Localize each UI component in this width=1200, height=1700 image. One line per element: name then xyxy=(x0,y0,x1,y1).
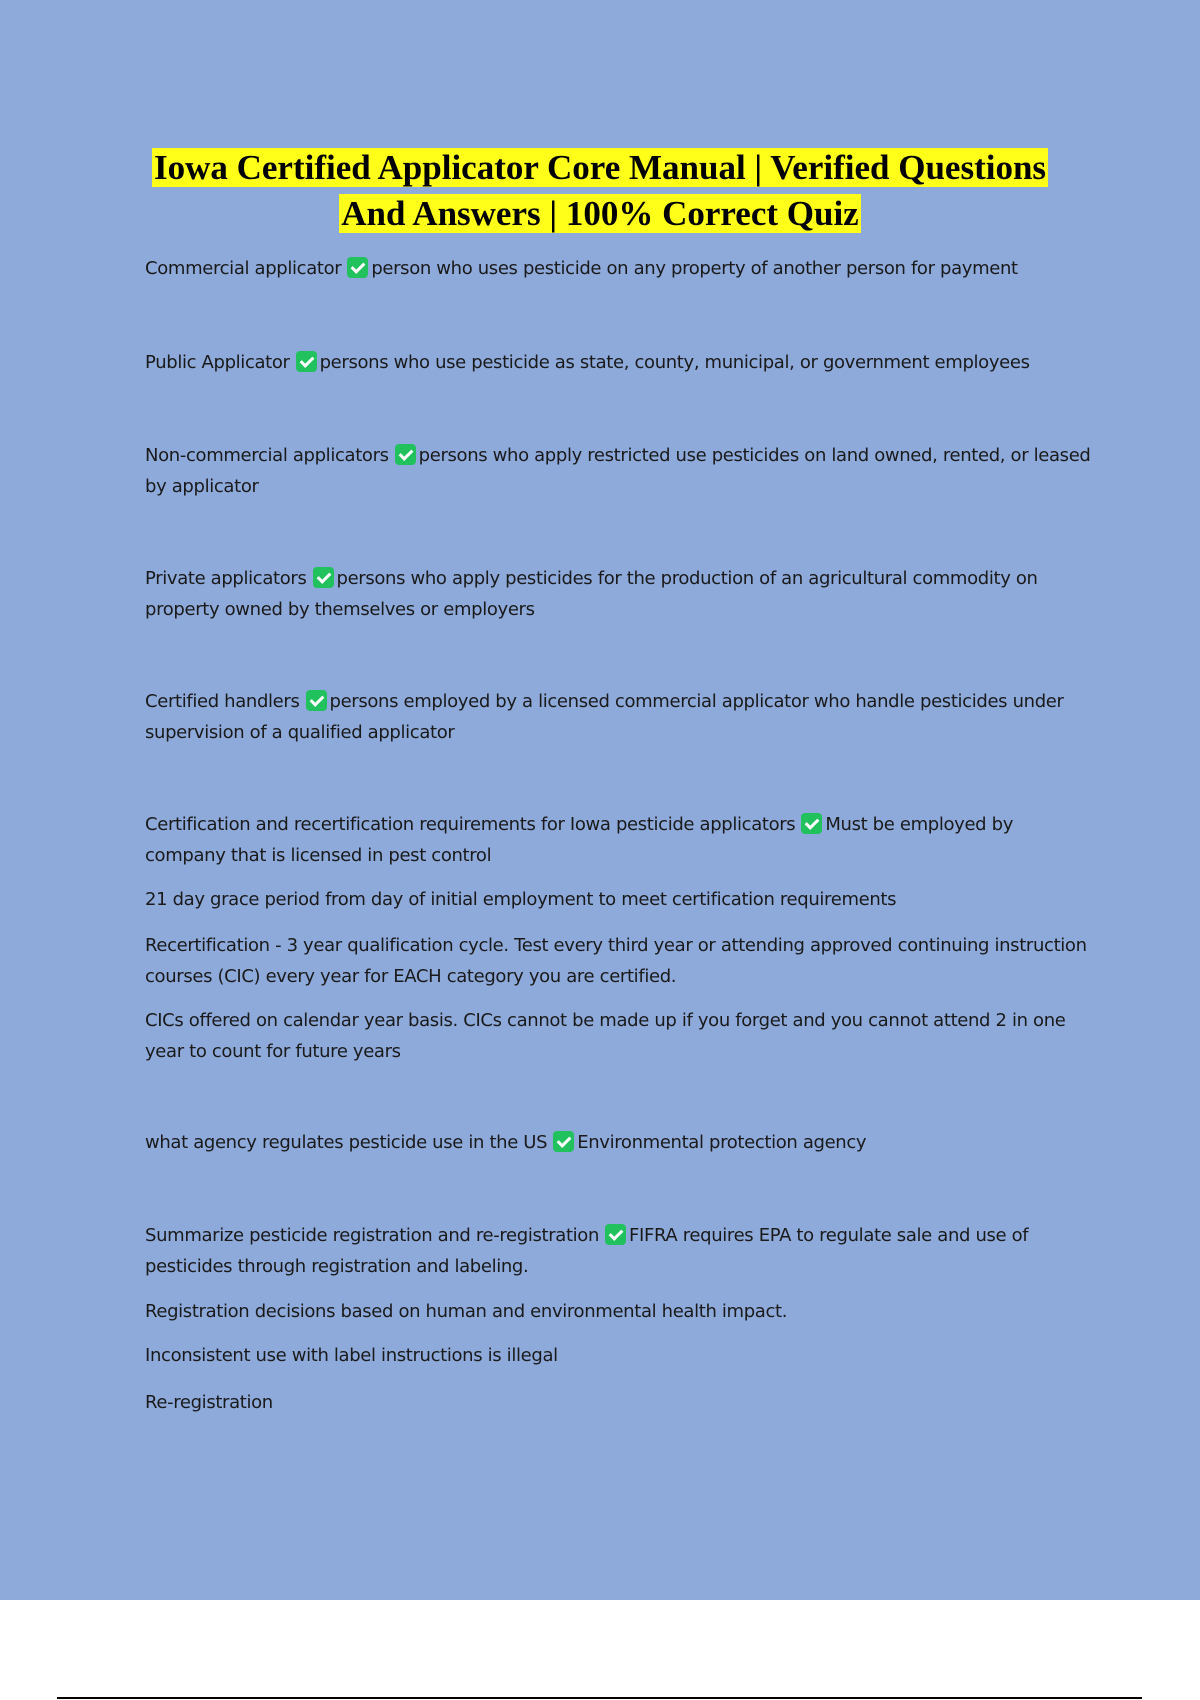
qa-answer: Environmental protection agency xyxy=(577,1132,867,1153)
qa-answer: FIFRA requires EPA to regulate sale and use of pesticides through registration and labeling. xyxy=(145,1225,1029,1277)
paragraph: Re-registration xyxy=(145,1392,273,1413)
paragraph: CICs offered on calendar year basis. CICs cannot be made up if you forget and you cannot attend 2 in one year to count for future years xyxy=(145,1010,1066,1062)
paragraph: 21 day grace period from day of initial employment to meet certification requirements xyxy=(145,889,897,910)
qa-answer: persons who apply pesticides for the production of an agricultural commodity on property owned by themselves or employers xyxy=(145,568,1038,620)
qa-term: Public Applicator xyxy=(145,352,290,373)
qa-answer: persons who use pesticide as state, county, municipal, or government employees xyxy=(319,352,1030,373)
qa-item xyxy=(145,253,1095,284)
check-mark-icon xyxy=(296,351,317,372)
paragraph: Recertification - 3 year qualification cycle. Test every third year or attending approved continuing instruction courses (CIC) every year for EACH category you are certified. xyxy=(145,935,1087,987)
paragraph: Inconsistent use with label instructions is illegal xyxy=(145,1345,558,1366)
qa-answer: persons who apply restricted use pesticides on land owned, rented, or leased by applicator xyxy=(145,445,1091,497)
qa-term: what agency regulates pesticide use in the US xyxy=(145,1132,548,1153)
qa-answer: person who uses pesticide on any property of another person for payment xyxy=(371,258,1018,279)
qa-term: Certification and recertification requirements for Iowa pesticide applicators xyxy=(145,814,796,835)
qa-item xyxy=(145,440,1095,502)
qa-answer: persons employed by a licensed commercial applicator who handle pesticides under supervision of a qualified applicator xyxy=(145,691,1064,743)
check-mark-icon xyxy=(347,257,368,278)
qa-item xyxy=(145,809,1095,871)
check-mark-icon xyxy=(801,813,822,834)
check-mark-icon xyxy=(553,1131,574,1152)
qa-term: Certified handlers xyxy=(145,691,300,712)
qa-item xyxy=(145,563,1095,625)
qa-item xyxy=(145,686,1095,748)
qa-term: Private applicators xyxy=(145,568,307,589)
document-title xyxy=(110,145,1090,237)
check-mark-icon xyxy=(605,1224,626,1245)
check-mark-icon xyxy=(313,567,334,588)
qa-item xyxy=(145,1220,1095,1282)
qa-item xyxy=(145,1127,1095,1158)
footer-divider xyxy=(57,1697,1142,1699)
qa-term: Summarize pesticide registration and re-registration xyxy=(145,1225,600,1246)
paragraph: Registration decisions based on human and environmental health impact. xyxy=(145,1301,788,1322)
qa-term: Non-commercial applicators xyxy=(145,445,389,466)
title-line-2: And Answers | 100% Correct Quiz xyxy=(341,194,859,233)
qa-answer: Must be employed by company that is licensed in pest control xyxy=(145,814,1013,866)
title-line-1: Iowa Certified Applicator Core Manual | Verified Questions xyxy=(153,148,1047,187)
qa-item xyxy=(145,347,1095,378)
check-mark-icon xyxy=(395,444,416,465)
qa-term: Commercial applicator xyxy=(145,258,342,279)
check-mark-icon xyxy=(306,690,327,711)
